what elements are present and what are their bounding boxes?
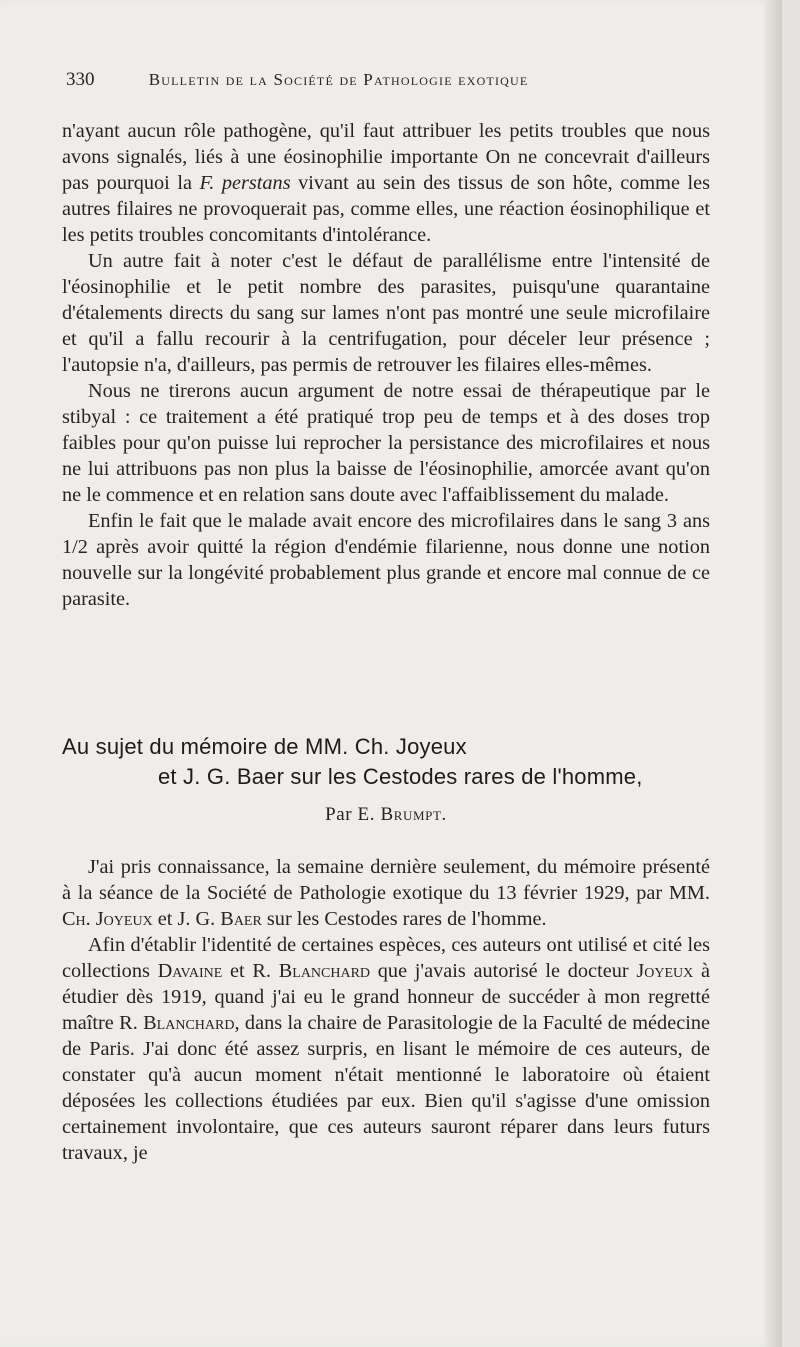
master-blanchard: Blanchard, <box>143 1012 240 1034</box>
paragraph-3: Nous ne tirerons aucun argument de notre essai de thérapeutique par le stibyal : ce traitement a été pratiqué trop peu de temps et à des doses trop faibles pour qu'on puisse lui reprocher la persistance des microfilaires et nous ne lui attribuons pas non plus la baisse de l'éosinophilie, amorcée avant qu'on ne le commence et en relation sans doute avec l'affaiblissement du malade. <box>62 380 710 506</box>
article-author <box>62 802 710 828</box>
doctor-joyeux: Joyeux <box>636 960 694 982</box>
previous-article-text <box>62 118 710 612</box>
collection-blanchard: Blanchard <box>278 960 371 982</box>
page-edge <box>764 0 782 1347</box>
article-p2-end: dans la chaire de Parasitologie de la Faculté de médecine de Paris. J'ai donc été assez surpris, en lisant le mémoire de ces auteurs, de constater qu'à aucun moment n'était mentionné le laboratoire où étaient déposées les collections étudiées par eux. Bien qu'il s'agisse d'une omission certainement involontaire, que ces auteurs sauront réparer dans leurs futurs travaux, je <box>62 1012 710 1164</box>
author-prefix: Par E. <box>325 804 376 825</box>
article-title-line-1: Au sujet du mémoire de MM. Ch. Joyeux <box>62 734 467 759</box>
article-p2-text: Afin d'établir l'identité de certaines espèces, ces auteurs ont utilisé et cité les collections <box>62 934 710 982</box>
running-title: Bulletin de la Société de Pathologie exotique <box>148 70 529 89</box>
article-p1-and: et J. G. <box>157 908 216 930</box>
article-paragraph-2 <box>62 932 710 1166</box>
article-p1-end: sur les Cestodes rares de l'homme. <box>266 908 547 930</box>
paragraph-2: Un autre fait à noter c'est le défaut de parallélisme entre l'intensité de l'éosinophilie et le petit nombre des parasites, puisqu'une quarantaine d'étalements directs du sang sur lames n'ont pas montré une seule microfilaire et qu'il a fallu recourir à la centrifugation, pour déceler leur présence ; l'autopsie n'a, d'ailleurs, pas permis de retrouver les filaires elles-mêmes. <box>62 250 710 376</box>
page-number: 330 <box>66 69 95 90</box>
author-name: Brumpt. <box>380 804 447 825</box>
article-title <box>62 732 710 792</box>
collection-davaine: Davaine <box>157 960 223 982</box>
running-header <box>66 68 716 92</box>
article-brumpt <box>62 732 710 1166</box>
author-ref-joyeux: Ch. Joyeux <box>62 908 153 930</box>
article-p2-mid: que j'avais autorisé le docteur <box>377 960 629 982</box>
paragraph-1-head: n'ayant aucun rôle pathogène, qu'il faut attribuer les petits troubles que nous avons signalés, liés à une éosinophilie importante On ne concevrait d'ailleurs pas pourquoi la <box>62 120 710 194</box>
author-ref-baer: Baer <box>220 908 262 930</box>
article-p2-et: et R. <box>230 960 271 982</box>
species-name: F. perstans <box>199 172 291 194</box>
article-body <box>62 854 710 1166</box>
article-title-line-2: et J. G. Baer sur les Cestodes rares de l'homme, <box>158 764 643 789</box>
paragraph-1 <box>62 118 710 248</box>
article-paragraph-1 <box>62 854 710 932</box>
paragraph-1-tail: vivant au sein des tissus de son hôte, comme les autres filaires ne provoquerait pas, comme elles, une réaction éosinophilique et les petits troubles concomitants d'intolérance. <box>62 172 710 246</box>
paragraph-4: Enfin le fait que le malade avait encore des microfilaires dans le sang 3 ans 1/2 après avoir quitté la région d'endémie filarienne, nous donne une notion nouvelle sur la longévité probablement plus grande et encore mal connue de ce parasite. <box>62 510 710 610</box>
article-p1-text: J'ai pris connaissance, la semaine dernière seulement, du mémoire présenté à la séance de la Société de Pathologie exotique du 13 février 1929, par MM. <box>62 856 710 904</box>
article-p2-mid2: à étudier dès 1919, quand j'ai eu le grand honneur de succéder à mon regretté maître R. <box>62 960 710 1034</box>
